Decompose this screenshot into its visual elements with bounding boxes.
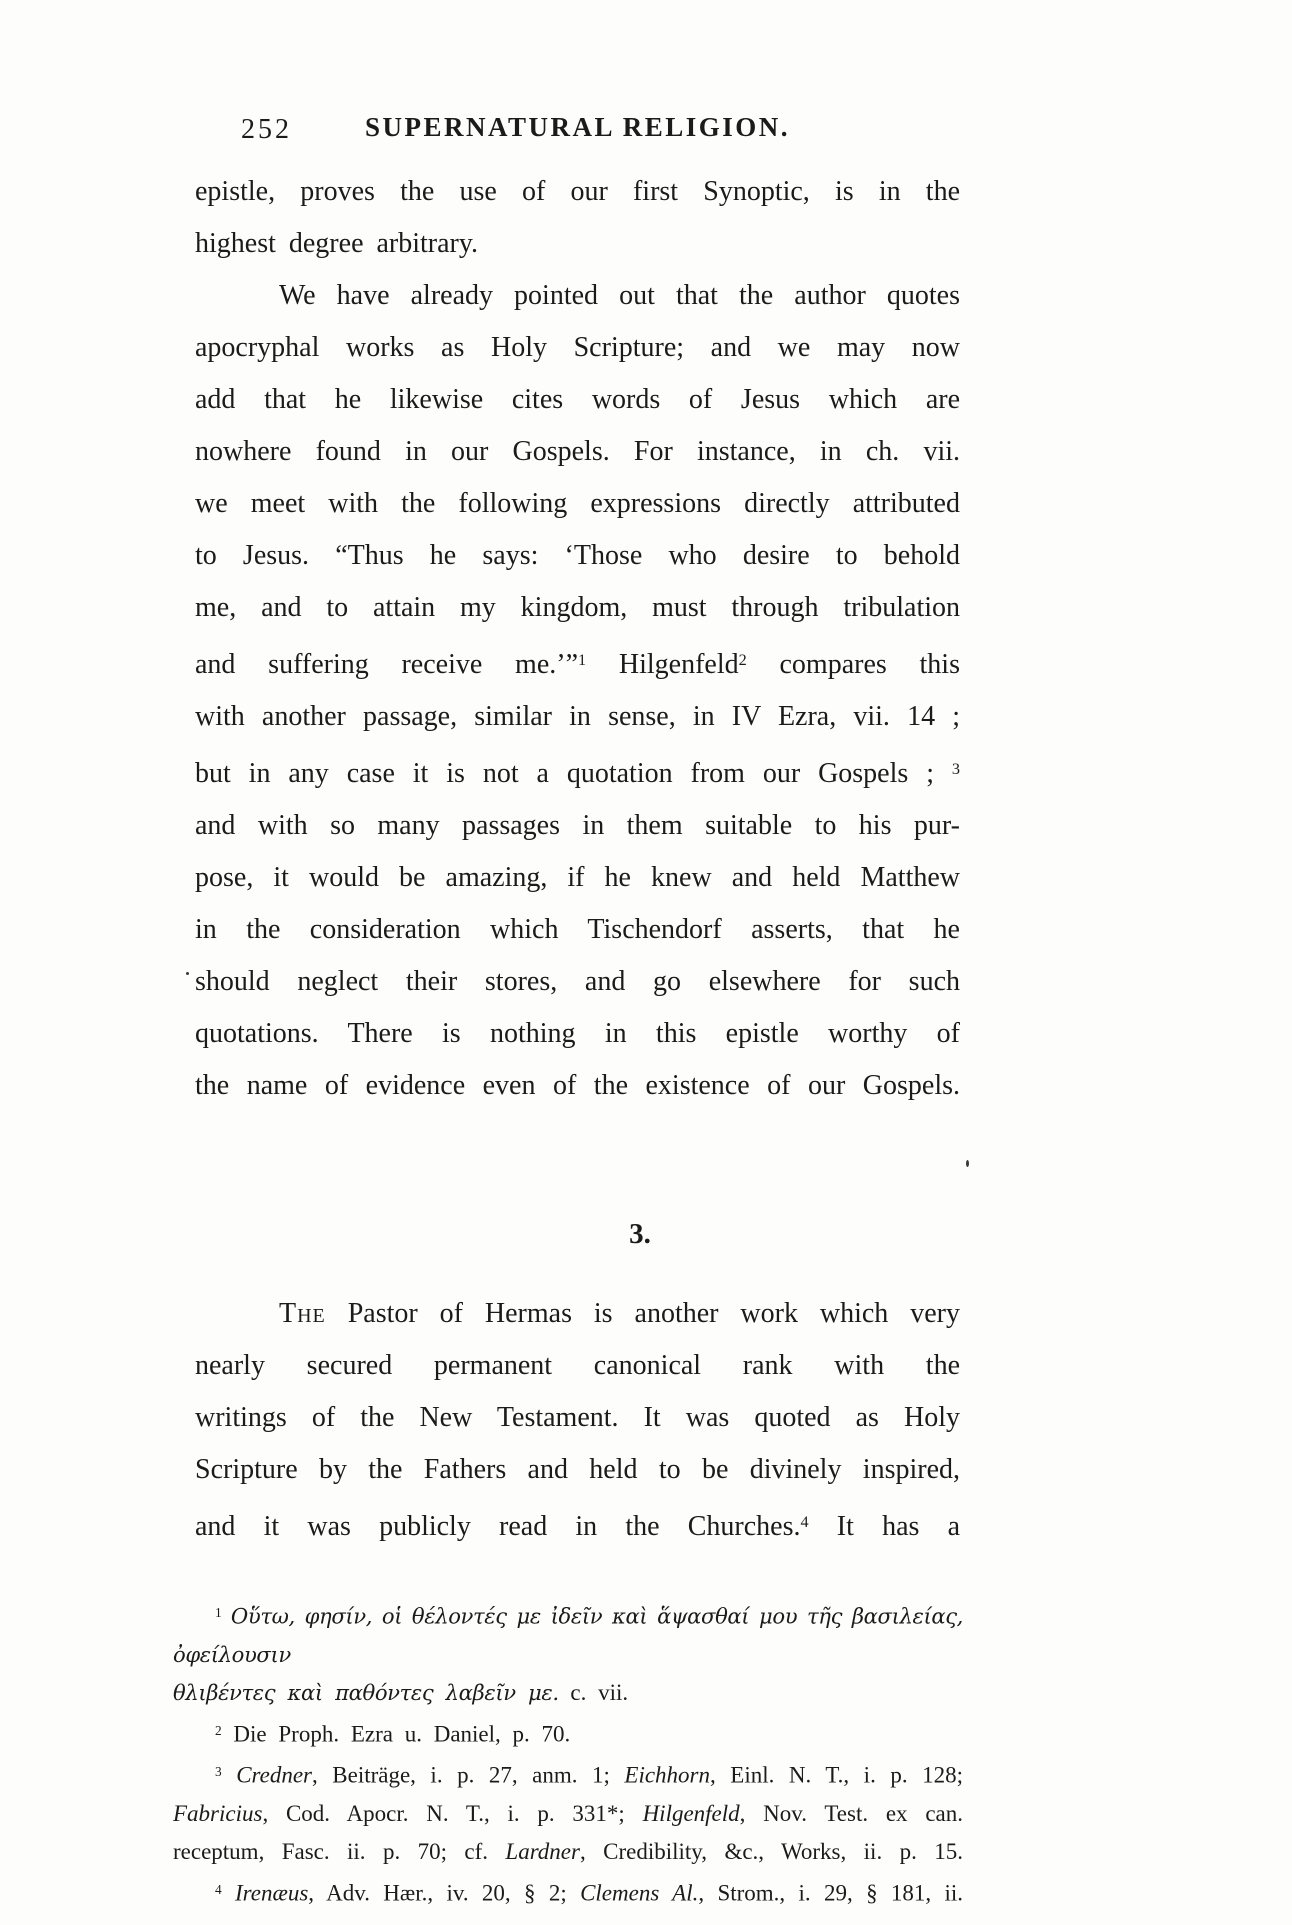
paragraph-epistle: [195, 166, 960, 270]
text-line: [173, 1712, 963, 1754]
text-line: [195, 582, 960, 634]
text-run: Pastor of Hermas is another work which very: [325, 1298, 960, 1329]
text-run: with another passage, similar in sense, in IV Ezra, vii. 14 ;: [195, 701, 960, 733]
text-line: [173, 1871, 963, 1913]
text-run: , Nov. Test. ex can.: [739, 1800, 963, 1826]
text-run: add that he likewise cites words of Jesus which are: [195, 384, 960, 415]
text-line: [195, 691, 960, 743]
text-line: [195, 1060, 960, 1112]
text-run: , Strom., i. 29, § 181, ii.: [698, 1880, 964, 1906]
footnote-marker: 3: [215, 1764, 222, 1780]
text-line: [195, 530, 960, 582]
footnote-marker: 1: [215, 1605, 222, 1620]
text-run: , Credibility, &c., Works, ii. p. 15.: [579, 1838, 963, 1864]
text-run: , Adv. Hær., iv. 20, § 2;: [308, 1880, 581, 1906]
text-line: [195, 1340, 960, 1392]
text-run: It has a: [808, 1511, 961, 1543]
text-run: [222, 1881, 235, 1906]
text-run: writings of the New Testament. It was quoted as Holy: [195, 1402, 960, 1433]
text-line: [195, 1444, 960, 1496]
text-run: pose, it would be amazing, if he knew and held Matthew: [195, 862, 960, 894]
footnote-marker: 2: [738, 651, 747, 669]
text-line: [195, 374, 960, 426]
text-line: [195, 426, 960, 478]
text-line: [195, 634, 960, 691]
text-line: [195, 904, 960, 956]
footnote-marker: 1: [578, 651, 587, 669]
section-heading: 3.: [629, 1218, 651, 1250]
footnote-marker: 2: [215, 1722, 222, 1738]
text-line: [195, 956, 960, 1008]
text-run: [222, 1763, 237, 1788]
text-line: [195, 322, 960, 374]
text-line: [195, 852, 960, 904]
text-run: Clemens Al.: [580, 1880, 699, 1906]
text-line: [195, 800, 960, 852]
text-run: epistle, proves the use of our first Synoptic, is in the: [195, 176, 960, 207]
text-line: [173, 1795, 963, 1833]
text-run: , Einl. N. T., i. p. 128;: [710, 1762, 963, 1788]
text-run: nowhere found in our Gospels. For instance, in ch. vii.: [195, 436, 960, 467]
text-run: compares this: [746, 649, 960, 681]
text-run: Fabricius: [173, 1800, 263, 1826]
text-line: [173, 1833, 963, 1871]
text-run: , Beiträge, i. p. 27, anm. 1;: [312, 1762, 625, 1788]
text-run: Lardner: [505, 1838, 580, 1864]
text-line: [195, 1288, 960, 1340]
text-line: [195, 743, 960, 800]
text-run: me, and to attain my kingdom, must through tribulation: [195, 592, 960, 623]
page-header: [195, 112, 960, 148]
text-run: , Cod. Apocr. N. T., i. p. 331*;: [262, 1800, 643, 1826]
text-line: [195, 218, 960, 270]
text-run: but in any case it is not a quotation from our Gospels ;: [195, 758, 952, 790]
text-run: in the consideration which Tischendorf asserts, that he: [195, 914, 960, 946]
text-run: and suffering receive me.’”: [195, 649, 579, 681]
text-run: Die Proph. Ezra u. Daniel, p. 70.: [221, 1721, 571, 1747]
footnote-marker: 3: [951, 760, 960, 779]
text-run: apocryphal works as Holy Scripture; and we may now: [195, 332, 960, 363]
text-run: [222, 1604, 231, 1629]
text-run: c. vii.: [558, 1679, 629, 1705]
footnote-marker: 4: [800, 1513, 809, 1531]
scan-speck-dot: [966, 1160, 969, 1167]
scan-speck-dot: [186, 972, 189, 975]
text-run: we meet with the following expressions directly attributed: [195, 488, 960, 519]
text-run: receptum, Fasc. ii. p. 70; cf.: [173, 1838, 506, 1864]
text-run: and it was publicly read in the Churches.: [195, 1511, 801, 1543]
page-number: 252: [241, 114, 292, 145]
text-run: highest degree arbitrary.: [195, 228, 479, 259]
text-line: [195, 166, 960, 218]
text-line: [195, 1496, 960, 1553]
footnotes-block: [173, 1594, 963, 1913]
text-run: We have already pointed out that the author quotes: [279, 280, 960, 311]
text-run: to Jesus. “Thus he says: ‘Those who desire to behold: [195, 540, 960, 571]
text-run: the name of evidence even of the existence of our Gospels.: [195, 1070, 960, 1102]
text-run: Hilgenfeld: [586, 649, 739, 681]
text-run: and with so many passages in them suitable to his pur-: [195, 810, 960, 842]
text-line: [173, 1753, 963, 1795]
paragraph-apocryphal-quotes: [195, 270, 960, 1112]
text-run: Credner: [236, 1762, 312, 1788]
running-title: SUPERNATURAL RELIGION.: [364, 112, 791, 142]
text-run: The: [279, 1298, 326, 1329]
paragraph-pastor-of-hermas: [195, 1288, 960, 1553]
text-line: [173, 1594, 963, 1674]
text-run: nearly secured permanent canonical rank with the: [195, 1350, 960, 1381]
text-run: should neglect their stores, and go elsewhere for such: [195, 966, 960, 998]
text-run: quotations. There is nothing in this epistle worthy of: [195, 1018, 960, 1050]
text-line: [195, 270, 960, 322]
text-line: [195, 1008, 960, 1060]
footnote-marker: 4: [215, 1881, 222, 1897]
text-line: [195, 478, 960, 530]
text-line: [173, 1674, 963, 1712]
text-run: Hilgenfeld: [642, 1800, 740, 1826]
text-run: Eichhorn: [624, 1762, 710, 1788]
text-line: [195, 1392, 960, 1444]
text-run: Irenæus: [235, 1880, 309, 1906]
text-run: Scripture by the Fathers and held to be divinely inspired,: [195, 1454, 960, 1485]
text-run: θλιβέντες καὶ παθόντες λαβεῖν με.: [173, 1679, 559, 1705]
text-run: Οὕτω, φησίν, οἱ θέλοντές με ἰδεῖν καὶ ἅψασθαί μου τῆς βασιλείας, ὀφείλουσιν: [173, 1603, 964, 1667]
